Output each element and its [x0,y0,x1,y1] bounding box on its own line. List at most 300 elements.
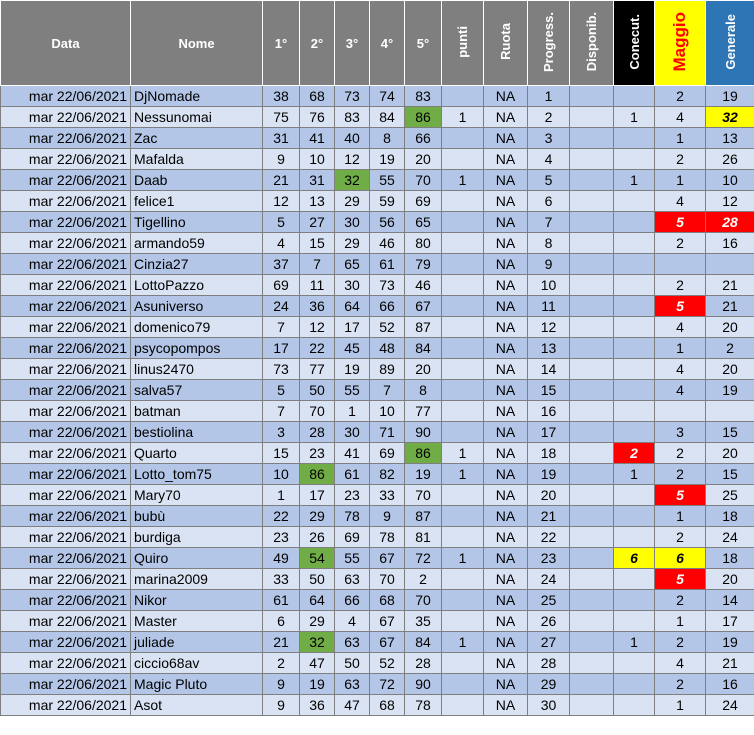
cell-number-4[interactable]: 7 [370,380,405,401]
cell-number-2[interactable]: 19 [300,674,335,695]
cell-nome[interactable]: psycopompos [131,338,263,359]
cell-number-4[interactable]: 82 [370,464,405,485]
cell-maggio[interactable]: 6 [655,548,706,569]
col-header-punti[interactable] [442,1,484,86]
cell-disponib[interactable] [570,149,614,170]
col-header-3[interactable] [335,1,370,86]
cell-ruota[interactable]: NA [484,485,528,506]
cell-date[interactable]: mar 22/06/2021 [1,653,131,674]
cell-disponib[interactable] [570,359,614,380]
cell-progress[interactable]: 30 [528,695,570,716]
cell-progress[interactable]: 22 [528,527,570,548]
cell-number-4[interactable]: 66 [370,296,405,317]
cell-disponib[interactable] [570,128,614,149]
cell-punti[interactable] [442,422,484,443]
cell-nome[interactable]: Tigellino [131,212,263,233]
cell-maggio[interactable]: 2 [655,464,706,485]
cell-number-1[interactable]: 10 [263,464,300,485]
cell-generale[interactable]: 25 [706,485,754,506]
cell-maggio[interactable]: 2 [655,674,706,695]
cell-ruota[interactable]: NA [484,569,528,590]
cell-maggio[interactable]: 2 [655,149,706,170]
cell-number-1[interactable]: 7 [263,401,300,422]
cell-date[interactable]: mar 22/06/2021 [1,338,131,359]
cell-maggio[interactable]: 4 [655,653,706,674]
cell-number-5[interactable]: 70 [405,485,442,506]
cell-nome[interactable]: juliade [131,632,263,653]
cell-number-1[interactable]: 21 [263,170,300,191]
cell-number-5[interactable]: 86 [405,107,442,128]
cell-generale[interactable]: 14 [706,590,754,611]
cell-disponib[interactable] [570,527,614,548]
cell-number-1[interactable]: 3 [263,422,300,443]
cell-number-3[interactable]: 66 [335,590,370,611]
cell-number-2[interactable]: 36 [300,296,335,317]
cell-punti[interactable] [442,506,484,527]
cell-conecut[interactable] [614,191,655,212]
cell-maggio[interactable]: 1 [655,506,706,527]
cell-number-4[interactable]: 84 [370,107,405,128]
cell-generale[interactable]: 19 [706,86,754,107]
cell-maggio[interactable]: 2 [655,527,706,548]
cell-progress[interactable]: 10 [528,275,570,296]
cell-progress[interactable]: 7 [528,212,570,233]
cell-progress[interactable]: 12 [528,317,570,338]
cell-ruota[interactable]: NA [484,338,528,359]
col-header-2[interactable] [300,1,335,86]
cell-progress[interactable]: 17 [528,422,570,443]
cell-progress[interactable]: 29 [528,674,570,695]
cell-date[interactable]: mar 22/06/2021 [1,380,131,401]
cell-number-1[interactable]: 6 [263,611,300,632]
cell-number-4[interactable]: 8 [370,128,405,149]
cell-number-5[interactable]: 72 [405,548,442,569]
cell-progress[interactable]: 13 [528,338,570,359]
cell-ruota[interactable]: NA [484,695,528,716]
cell-ruota[interactable]: NA [484,590,528,611]
cell-number-2[interactable]: 76 [300,107,335,128]
cell-generale[interactable]: 20 [706,443,754,464]
cell-number-4[interactable]: 19 [370,149,405,170]
cell-number-5[interactable]: 67 [405,296,442,317]
cell-number-4[interactable]: 61 [370,254,405,275]
cell-number-2[interactable]: 29 [300,611,335,632]
cell-number-4[interactable]: 48 [370,338,405,359]
cell-number-1[interactable]: 38 [263,86,300,107]
cell-number-1[interactable]: 9 [263,695,300,716]
cell-progress[interactable]: 2 [528,107,570,128]
cell-progress[interactable]: 26 [528,611,570,632]
cell-disponib[interactable] [570,233,614,254]
cell-disponib[interactable] [570,611,614,632]
cell-disponib[interactable] [570,254,614,275]
cell-generale[interactable]: 20 [706,359,754,380]
cell-number-4[interactable]: 68 [370,590,405,611]
cell-number-2[interactable]: 41 [300,128,335,149]
cell-progress[interactable]: 11 [528,296,570,317]
cell-number-5[interactable]: 28 [405,653,442,674]
cell-generale[interactable]: 20 [706,569,754,590]
cell-number-4[interactable]: 56 [370,212,405,233]
cell-number-2[interactable]: 64 [300,590,335,611]
cell-generale[interactable]: 26 [706,149,754,170]
cell-number-2[interactable]: 70 [300,401,335,422]
cell-number-3[interactable]: 30 [335,212,370,233]
cell-maggio[interactable]: 4 [655,317,706,338]
cell-number-1[interactable]: 33 [263,569,300,590]
cell-generale[interactable]: 28 [706,212,754,233]
cell-progress[interactable]: 3 [528,128,570,149]
cell-number-5[interactable]: 81 [405,527,442,548]
cell-nome[interactable]: Asot [131,695,263,716]
cell-number-4[interactable]: 68 [370,695,405,716]
cell-disponib[interactable] [570,191,614,212]
cell-nome[interactable]: Daab [131,170,263,191]
cell-date[interactable]: mar 22/06/2021 [1,527,131,548]
cell-maggio[interactable]: 3 [655,422,706,443]
cell-ruota[interactable]: NA [484,107,528,128]
cell-maggio[interactable]: 2 [655,233,706,254]
cell-punti[interactable] [442,653,484,674]
cell-ruota[interactable]: NA [484,401,528,422]
cell-nome[interactable]: salva57 [131,380,263,401]
cell-generale[interactable]: 32 [706,107,754,128]
cell-number-3[interactable]: 1 [335,401,370,422]
cell-progress[interactable]: 8 [528,233,570,254]
cell-number-3[interactable]: 30 [335,275,370,296]
cell-disponib[interactable] [570,485,614,506]
cell-punti[interactable] [442,275,484,296]
cell-punti[interactable] [442,695,484,716]
cell-generale[interactable]: 24 [706,527,754,548]
cell-number-3[interactable]: 30 [335,422,370,443]
cell-nome[interactable]: DjNomade [131,86,263,107]
col-header-4[interactable] [370,1,405,86]
cell-date[interactable]: mar 22/06/2021 [1,296,131,317]
cell-date[interactable]: mar 22/06/2021 [1,233,131,254]
cell-ruota[interactable]: NA [484,632,528,653]
cell-conecut[interactable] [614,527,655,548]
cell-number-4[interactable]: 67 [370,632,405,653]
cell-conecut[interactable] [614,128,655,149]
cell-date[interactable]: mar 22/06/2021 [1,695,131,716]
cell-ruota[interactable]: NA [484,359,528,380]
cell-disponib[interactable] [570,632,614,653]
cell-conecut[interactable] [614,401,655,422]
cell-number-2[interactable]: 50 [300,569,335,590]
cell-number-3[interactable]: 55 [335,380,370,401]
cell-ruota[interactable]: NA [484,674,528,695]
cell-punti[interactable]: 1 [442,170,484,191]
cell-number-4[interactable]: 59 [370,191,405,212]
cell-number-2[interactable]: 47 [300,653,335,674]
cell-progress[interactable]: 28 [528,653,570,674]
cell-number-3[interactable]: 64 [335,296,370,317]
cell-maggio[interactable]: 1 [655,170,706,191]
cell-generale[interactable]: 18 [706,548,754,569]
cell-number-1[interactable]: 61 [263,590,300,611]
cell-disponib[interactable] [570,464,614,485]
col-header-data[interactable] [1,1,131,86]
cell-generale[interactable]: 15 [706,422,754,443]
cell-progress[interactable]: 16 [528,401,570,422]
cell-number-5[interactable]: 69 [405,191,442,212]
cell-maggio[interactable]: 1 [655,128,706,149]
cell-maggio[interactable]: 4 [655,107,706,128]
cell-number-5[interactable]: 46 [405,275,442,296]
cell-disponib[interactable] [570,569,614,590]
cell-ruota[interactable]: NA [484,506,528,527]
cell-number-1[interactable]: 69 [263,275,300,296]
cell-conecut[interactable]: 1 [614,464,655,485]
cell-progress[interactable]: 19 [528,464,570,485]
cell-number-3[interactable]: 41 [335,443,370,464]
cell-maggio[interactable]: 2 [655,590,706,611]
cell-disponib[interactable] [570,653,614,674]
cell-disponib[interactable] [570,401,614,422]
cell-generale[interactable]: 15 [706,464,754,485]
cell-nome[interactable]: Zac [131,128,263,149]
cell-disponib[interactable] [570,590,614,611]
cell-conecut[interactable] [614,569,655,590]
cell-punti[interactable] [442,380,484,401]
cell-punti[interactable]: 1 [442,443,484,464]
cell-maggio[interactable]: 1 [655,611,706,632]
cell-punti[interactable]: 1 [442,107,484,128]
cell-punti[interactable] [442,149,484,170]
cell-generale[interactable]: 21 [706,275,754,296]
cell-punti[interactable]: 1 [442,464,484,485]
cell-conecut[interactable] [614,380,655,401]
cell-conecut[interactable] [614,296,655,317]
cell-generale[interactable] [706,401,754,422]
cell-number-4[interactable]: 33 [370,485,405,506]
cell-number-3[interactable]: 12 [335,149,370,170]
cell-generale[interactable]: 19 [706,632,754,653]
cell-number-2[interactable]: 28 [300,422,335,443]
cell-conecut[interactable] [614,233,655,254]
cell-maggio[interactable]: 5 [655,296,706,317]
cell-number-3[interactable]: 65 [335,254,370,275]
cell-number-3[interactable]: 23 [335,485,370,506]
cell-punti[interactable] [442,317,484,338]
cell-nome[interactable]: bestiolina [131,422,263,443]
cell-progress[interactable]: 14 [528,359,570,380]
cell-number-5[interactable]: 66 [405,128,442,149]
cell-number-4[interactable]: 55 [370,170,405,191]
cell-number-1[interactable]: 49 [263,548,300,569]
cell-number-5[interactable]: 79 [405,254,442,275]
cell-number-5[interactable]: 70 [405,170,442,191]
cell-ruota[interactable]: NA [484,296,528,317]
cell-number-1[interactable]: 31 [263,128,300,149]
cell-number-4[interactable]: 73 [370,275,405,296]
cell-number-2[interactable]: 68 [300,86,335,107]
cell-generale[interactable]: 24 [706,695,754,716]
cell-date[interactable]: mar 22/06/2021 [1,674,131,695]
cell-ruota[interactable]: NA [484,233,528,254]
cell-punti[interactable] [442,233,484,254]
cell-date[interactable]: mar 22/06/2021 [1,191,131,212]
cell-number-2[interactable]: 13 [300,191,335,212]
cell-generale[interactable]: 2 [706,338,754,359]
cell-number-2[interactable]: 36 [300,695,335,716]
cell-ruota[interactable]: NA [484,86,528,107]
cell-punti[interactable] [442,128,484,149]
cell-number-2[interactable]: 11 [300,275,335,296]
cell-conecut[interactable] [614,422,655,443]
col-header-progress[interactable] [528,1,570,86]
cell-generale[interactable]: 18 [706,506,754,527]
cell-date[interactable]: mar 22/06/2021 [1,149,131,170]
cell-nome[interactable]: Quarto [131,443,263,464]
cell-progress[interactable]: 6 [528,191,570,212]
cell-maggio[interactable]: 1 [655,338,706,359]
cell-number-4[interactable]: 67 [370,548,405,569]
cell-ruota[interactable]: NA [484,380,528,401]
cell-progress[interactable]: 5 [528,170,570,191]
cell-progress[interactable]: 21 [528,506,570,527]
cell-conecut[interactable] [614,485,655,506]
cell-ruota[interactable]: NA [484,527,528,548]
cell-date[interactable]: mar 22/06/2021 [1,443,131,464]
cell-nome[interactable]: Nikor [131,590,263,611]
cell-ruota[interactable]: NA [484,254,528,275]
cell-number-2[interactable]: 10 [300,149,335,170]
cell-date[interactable]: mar 22/06/2021 [1,548,131,569]
cell-disponib[interactable] [570,422,614,443]
cell-number-5[interactable]: 78 [405,695,442,716]
cell-number-4[interactable]: 10 [370,401,405,422]
cell-number-5[interactable]: 87 [405,506,442,527]
cell-date[interactable]: mar 22/06/2021 [1,611,131,632]
cell-number-2[interactable]: 23 [300,443,335,464]
cell-number-4[interactable]: 52 [370,317,405,338]
cell-number-1[interactable]: 73 [263,359,300,380]
cell-generale[interactable]: 10 [706,170,754,191]
cell-generale[interactable]: 13 [706,128,754,149]
cell-maggio[interactable] [655,254,706,275]
cell-number-1[interactable]: 5 [263,380,300,401]
cell-number-4[interactable]: 89 [370,359,405,380]
cell-ruota[interactable]: NA [484,275,528,296]
cell-punti[interactable] [442,254,484,275]
cell-maggio[interactable]: 1 [655,695,706,716]
cell-number-4[interactable]: 9 [370,506,405,527]
cell-number-5[interactable]: 84 [405,338,442,359]
cell-nome[interactable]: Cinzia27 [131,254,263,275]
cell-punti[interactable] [442,191,484,212]
cell-number-3[interactable]: 40 [335,128,370,149]
cell-number-4[interactable]: 70 [370,569,405,590]
cell-number-1[interactable]: 5 [263,212,300,233]
cell-number-3[interactable]: 32 [335,170,370,191]
cell-number-1[interactable]: 2 [263,653,300,674]
cell-date[interactable]: mar 22/06/2021 [1,275,131,296]
cell-number-1[interactable]: 23 [263,527,300,548]
cell-disponib[interactable] [570,212,614,233]
cell-number-5[interactable]: 65 [405,212,442,233]
cell-nome[interactable]: ciccio68av [131,653,263,674]
cell-maggio[interactable]: 4 [655,191,706,212]
cell-maggio[interactable]: 2 [655,86,706,107]
cell-conecut[interactable]: 2 [614,443,655,464]
cell-ruota[interactable]: NA [484,128,528,149]
cell-number-2[interactable]: 22 [300,338,335,359]
cell-number-2[interactable]: 86 [300,464,335,485]
cell-progress[interactable]: 15 [528,380,570,401]
cell-number-3[interactable]: 63 [335,674,370,695]
cell-number-1[interactable]: 17 [263,338,300,359]
cell-number-4[interactable]: 72 [370,674,405,695]
cell-number-4[interactable]: 74 [370,86,405,107]
cell-nome[interactable]: Master [131,611,263,632]
cell-number-5[interactable]: 83 [405,86,442,107]
cell-number-1[interactable]: 37 [263,254,300,275]
cell-number-1[interactable]: 75 [263,107,300,128]
cell-number-5[interactable]: 20 [405,149,442,170]
cell-number-2[interactable]: 29 [300,506,335,527]
cell-number-2[interactable]: 17 [300,485,335,506]
cell-disponib[interactable] [570,695,614,716]
cell-number-5[interactable]: 90 [405,674,442,695]
col-header-ruota[interactable] [484,1,528,86]
cell-disponib[interactable] [570,380,614,401]
cell-date[interactable]: mar 22/06/2021 [1,569,131,590]
cell-punti[interactable] [442,401,484,422]
cell-nome[interactable]: marina2009 [131,569,263,590]
cell-number-3[interactable]: 17 [335,317,370,338]
cell-date[interactable]: mar 22/06/2021 [1,170,131,191]
cell-punti[interactable] [442,359,484,380]
cell-nome[interactable]: Mary70 [131,485,263,506]
cell-date[interactable]: mar 22/06/2021 [1,254,131,275]
cell-disponib[interactable] [570,107,614,128]
cell-disponib[interactable] [570,275,614,296]
cell-disponib[interactable] [570,296,614,317]
cell-number-4[interactable]: 78 [370,527,405,548]
cell-conecut[interactable] [614,611,655,632]
cell-number-4[interactable]: 67 [370,611,405,632]
cell-number-2[interactable]: 7 [300,254,335,275]
cell-maggio[interactable]: 5 [655,212,706,233]
col-header-5[interactable] [405,1,442,86]
cell-generale[interactable]: 21 [706,296,754,317]
cell-maggio[interactable] [655,401,706,422]
cell-number-5[interactable]: 20 [405,359,442,380]
cell-number-3[interactable]: 69 [335,527,370,548]
cell-date[interactable]: mar 22/06/2021 [1,212,131,233]
cell-number-1[interactable]: 4 [263,233,300,254]
cell-nome[interactable]: Nessunomai [131,107,263,128]
cell-number-2[interactable]: 50 [300,380,335,401]
cell-number-3[interactable]: 55 [335,548,370,569]
cell-nome[interactable]: domenico79 [131,317,263,338]
cell-maggio[interactable]: 5 [655,569,706,590]
cell-conecut[interactable] [614,254,655,275]
cell-number-1[interactable]: 9 [263,149,300,170]
cell-number-1[interactable]: 24 [263,296,300,317]
cell-ruota[interactable]: NA [484,443,528,464]
cell-nome[interactable]: Quiro [131,548,263,569]
cell-progress[interactable]: 4 [528,149,570,170]
cell-conecut[interactable] [614,506,655,527]
cell-date[interactable]: mar 22/06/2021 [1,107,131,128]
cell-generale[interactable]: 16 [706,674,754,695]
cell-date[interactable]: mar 22/06/2021 [1,506,131,527]
cell-conecut[interactable] [614,674,655,695]
cell-number-5[interactable]: 90 [405,422,442,443]
